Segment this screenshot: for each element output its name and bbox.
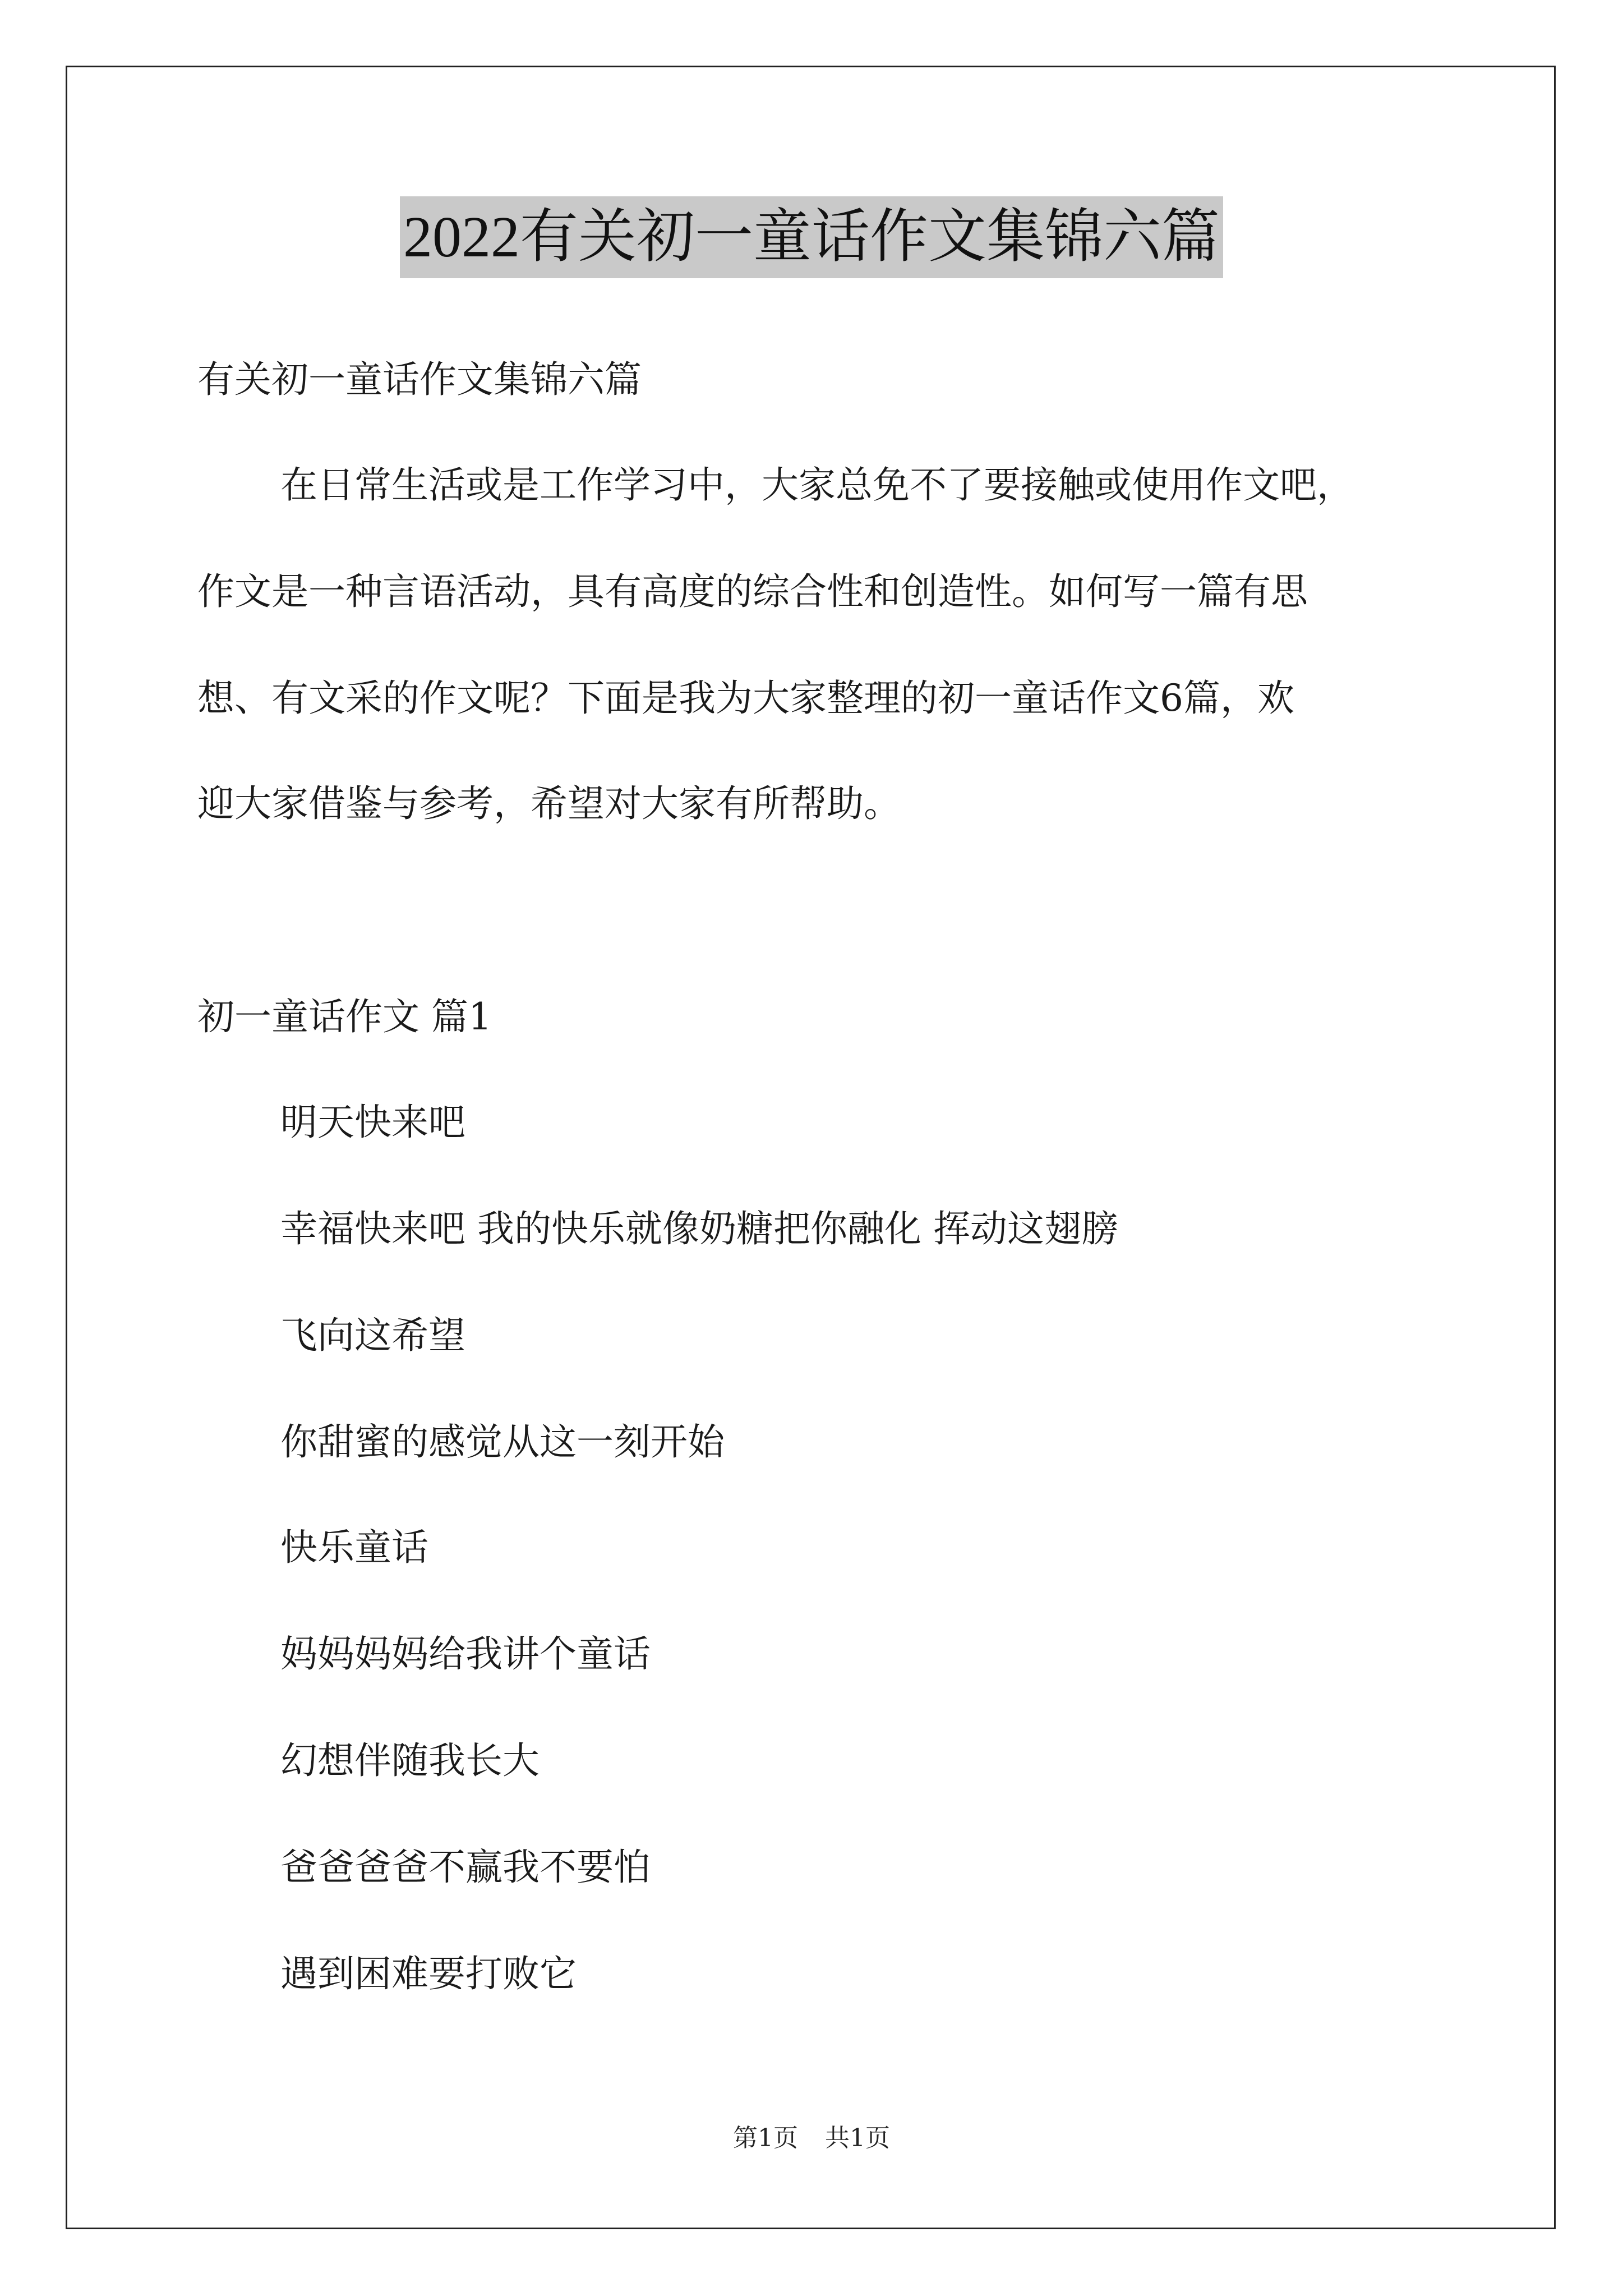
intro-line-4: 迎大家借鉴与参考，希望对大家有所帮助。 [197, 782, 901, 825]
page-footer [0, 2122, 1623, 2155]
document-title: 2022有关初一童话作文集锦六篇 [400, 196, 1223, 278]
poem-line-2: 幸福快来吧 我的快乐就像奶糖把你融化 挥动这翅膀 [280, 1207, 1118, 1250]
poem-line-1: 明天快来吧 [280, 1101, 465, 1144]
poem-line-5: 快乐童话 [280, 1526, 428, 1569]
page-number-total: 共1页 [825, 2124, 890, 2152]
poem-line-3: 飞向这希望 [280, 1314, 465, 1357]
document-subtitle: 有关初一童话作文集锦六篇 [197, 358, 642, 401]
section-heading: 初一童话作文 篇1 [197, 995, 492, 1038]
page-number-current: 第1页 [733, 2124, 798, 2152]
poem-line-7: 幻想伴随我长大 [280, 1739, 540, 1782]
poem-line-4: 你甜蜜的感觉从这一刻开始 [280, 1420, 725, 1464]
poem-line-8: 爸爸爸爸不赢我不要怕 [280, 1846, 651, 1889]
title-container [0, 196, 1623, 278]
poem-line-9: 遇到困难要打败它 [280, 1952, 577, 1995]
intro-line-3: 想、有文采的作文呢？下面是我为大家整理的初一童话作文6篇，欢 [197, 677, 1294, 720]
intro-line-1: 在日常生活或是工作学习中，大家总免不了要接触或使用作文吧， [280, 463, 1354, 507]
poem-line-6: 妈妈妈妈给我讲个童话 [280, 1632, 651, 1676]
intro-line-2: 作文是一种言语活动，具有高度的综合性和创造性。如何写一篇有思 [197, 570, 1308, 613]
